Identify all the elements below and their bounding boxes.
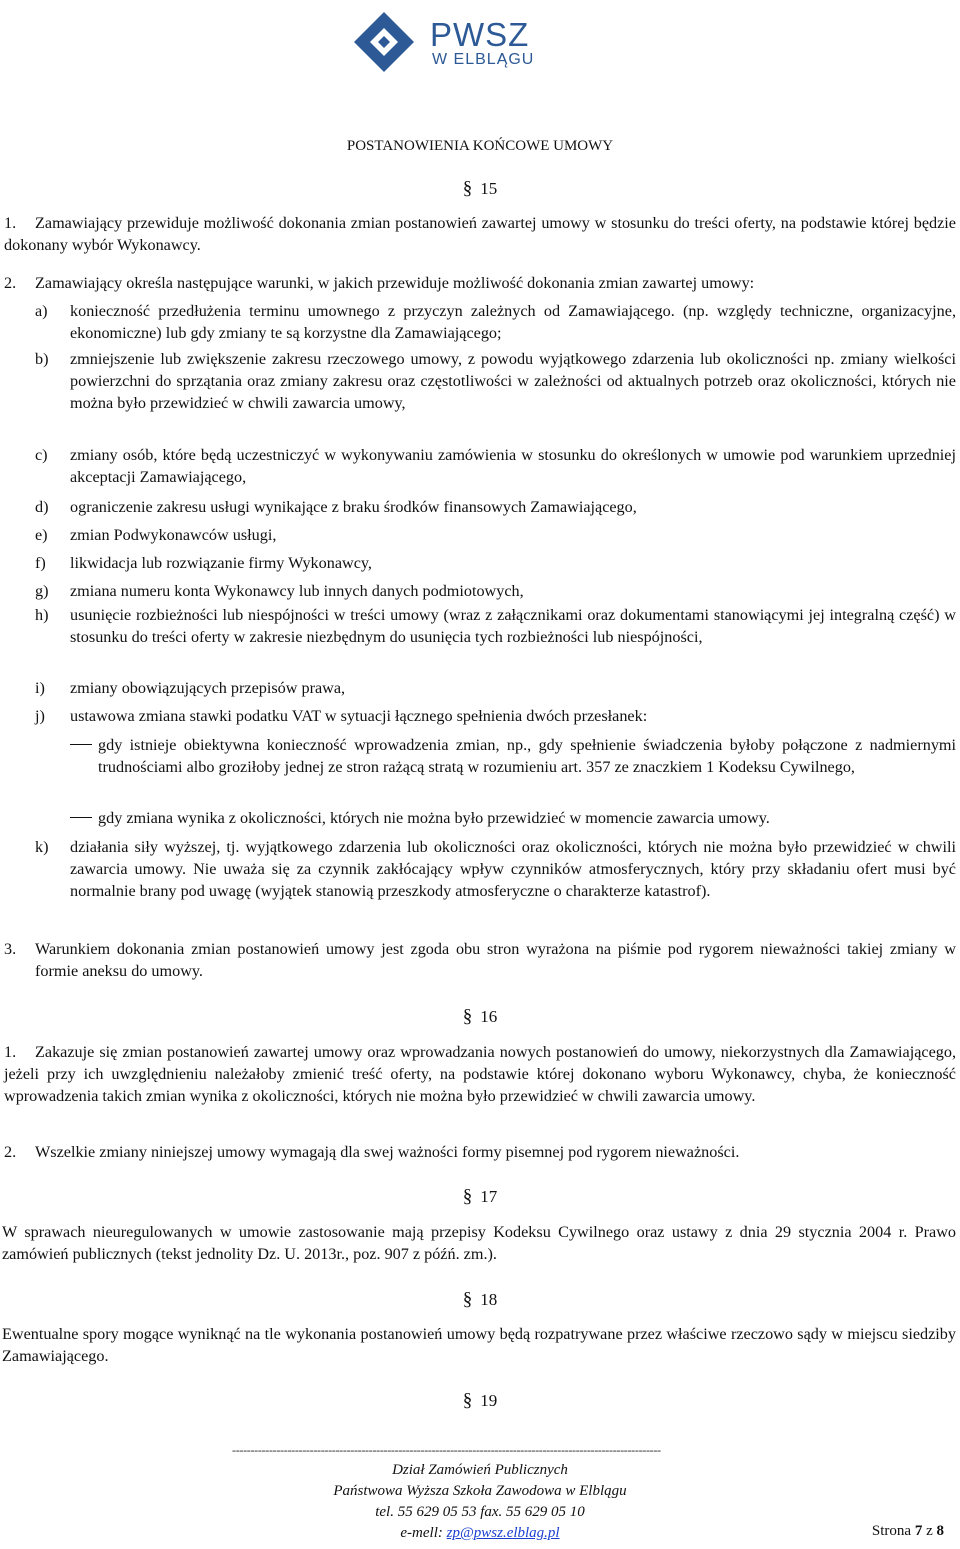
paragraph-number: 2. [4, 1143, 17, 1161]
list-item-text: ustawowa zmiana stawki podatku VAT w sytuacji łącznego spełnienia dwóch przesłanek: [70, 707, 648, 725]
list-item-label: d) [35, 498, 49, 516]
footer-school: Państwowa Wyższa Szkoła Zawodowa w Elblągu [333, 1483, 627, 1499]
list-item-text: zmniejszenie lub zwiększenie zakresu rzeczowego umowy, z powodu wyjątkowego zdarzenia lub okoliczności np. zmiany wielkości powierzchni do sprzątania oraz zmiany zakresu oraz częstotliwości w zależności od aktualnych potrzeb oraz okoliczności, których nie można było przewidzieć w chwili zawarcia umowy, [70, 350, 956, 412]
section-15-heading [0, 178, 960, 200]
list-item-label: i) [35, 679, 45, 697]
footer-rule: -------------------------------------------------------------------------------------------------------------------- [232, 1443, 661, 1457]
paragraph-text: Zamawiający przewiduje możliwość dokonania zmian postanowień zawartej umowy w stosunku do treści oferty, na podstawie której będzie dokonany wybór Wykonawcy. [4, 214, 956, 254]
list-item-label: b) [35, 350, 49, 368]
section-17-heading [0, 1186, 960, 1208]
list-subitem-text: gdy istnieje obiektywna konieczność wprowadzenia zmian, np., gdy spełnienie świadczenia byłoby połączone z nadmiernymi trudnościami albo groziłoby jednej ze stron rażącą stratą w rozumieniu art. 357 ze znaczkiem 1 Kodeksu Cywilnego, [98, 736, 956, 776]
section-number: 18 [480, 1290, 498, 1309]
paragraph-text: Wszelkie zmiany niniejszej umowy wymagają dla swej ważności formy pisemnej pod rygorem nieważności. [35, 1143, 740, 1161]
list-item-text: zmiany osób, które będą uczestniczyć w wykonywaniu zamówienia w stosunku do określonych w umowie pod warunkiem uprzedniej akceptacji Zamawiającego, [70, 446, 956, 486]
logo-main-text: PWSZ [430, 16, 530, 53]
paragraph-text: W sprawach nieuregulowanych w umowie zastosowanie mają przepisy Kodeksu Cywilnego oraz ustawy z dnia 29 stycznia 2004 r. Prawo zamówień publicznych (tekst jednolity Dz. U. 2013r., poz. 907 z późń. zm.). [2, 1223, 956, 1263]
section-18-heading [0, 1289, 960, 1311]
list-item-label: k) [35, 838, 49, 856]
page-of: z [922, 1523, 937, 1539]
footer-email-label: e-mell: [400, 1525, 447, 1541]
list-item-text: ograniczenie zakresu usługi wynikające z braku środków finansowych Zamawiającego, [70, 498, 637, 516]
section-16-heading [0, 1006, 960, 1028]
page-label: Strona [871, 1523, 915, 1539]
list-item-label: e) [35, 526, 48, 544]
footer-email-link[interactable]: zp@pwsz.elblag.pl [446, 1525, 560, 1541]
paragraph-text: Ewentualne spory mogące wyniknąć na tle wykonania postanowień umowy będą rozpatrywane przez właściwe rzeczowo sądy w miejscu siedziby Zamawiającego. [2, 1325, 956, 1365]
list-item-label: a) [35, 302, 48, 320]
paragraph-text: Warunkiem dokonania zmian postanowień umowy jest zgoda obu stron wyrażona na piśmie pod rygorem nieważności takiej zmiany w formie aneksu do umowy. [35, 940, 956, 980]
logo-sub-text: W ELBLĄGU [432, 51, 535, 68]
paragraph-number: 3. [4, 940, 17, 958]
footer-email-line [0, 1523, 960, 1543]
pwsz-logo-icon [344, 2, 428, 82]
pwsz-logo [344, 2, 584, 82]
dash-bullet [70, 744, 92, 745]
list-subitem-text: gdy zmiana wynika z okoliczności, których nie można było przewidzieć w momencie zawarcia umowy. [98, 809, 770, 827]
section-number: 17 [480, 1187, 498, 1206]
page-current: 7 [914, 1523, 923, 1539]
page-total: 8 [936, 1523, 944, 1539]
document-title: POSTANOWIENIA KOŃCOWE UMOWY [346, 138, 614, 154]
list-item-text: działania siły wyższej, tj. wyjątkowego zdarzenia lub okoliczności oraz okoliczności, których nie można było przewidzieć w chwili zawarcia umowy. Nie uważa się za czynnik zakłócający wpływ czynników atmosferycznych, który przy składaniu ofert musi być normalnie brany pod uwagę (wyjątek stanowią przeszkody atmosferyczne o charakterze katastrof). [70, 838, 956, 900]
list-item-label: j) [35, 707, 45, 725]
section-sign: § [462, 1006, 473, 1027]
list-item-text: zmiany obowiązujących przepisów prawa, [70, 679, 346, 697]
list-item-label: h) [35, 606, 49, 624]
section-number: 16 [480, 1007, 498, 1026]
section-sign: § [462, 1289, 473, 1310]
page-number [872, 1520, 944, 1542]
footer-phone: tel. 55 629 05 53 fax. 55 629 05 10 [375, 1504, 585, 1520]
list-item-text: likwidacja lub rozwiązanie firmy Wykonawcy, [70, 554, 372, 572]
list-item-text: konieczność przedłużenia terminu umownego z przyczyn zależnych od Zamawiającego. (np. względy techniczne, organizacyjne, ekonomiczne) lub gdy zmiany te są korzystne dla Zamawiającego; [70, 302, 956, 342]
paragraph-number: 2. [4, 274, 17, 292]
section-sign: § [462, 1390, 473, 1411]
list-item-text: usunięcie rozbieżności lub niespójności w treści umowy (wraz z załącznikami oraz dokumentami stanowiącymi jej integralną część) w stosunku do treści oferty w zakresie niezbędnym do usunięcia tych rozbieżności lub niespójności, [70, 606, 956, 646]
paragraph-number: 1. [4, 1043, 17, 1061]
dash-bullet [70, 817, 92, 818]
section-sign: § [462, 1186, 473, 1207]
section-19-heading [0, 1390, 960, 1412]
section-number: 19 [480, 1391, 498, 1410]
paragraph-text: Zakazuje się zmian postanowień zawartej umowy oraz wprowadzania nowych postanowień do umowy, niekorzystnych dla Zamawiającego, jeżeli przy ich uwzględnieniu należałoby zmienić treść oferty, na podstawie której dokonano wyboru Wykonawcy, chyba, że konieczność wprowadzenia takich zmian wynika z okoliczności, których nie można było przewidzieć w chwili zawarcia umowy. [4, 1043, 956, 1105]
section-sign: § [462, 178, 473, 199]
paragraph-text: Zamawiający określa następujące warunki, w jakich przewiduje możliwość dokonania zmian zawartej umowy: [35, 274, 755, 292]
footer-department: Dział Zamówień Publicznych [392, 1462, 568, 1478]
list-item-text: zmiana numeru konta Wykonawcy lub innych danych podmiotowych, [70, 582, 524, 600]
list-item-text: zmian Podwykonawców usługi, [70, 526, 277, 544]
section-number: 15 [480, 179, 498, 198]
list-item-label: g) [35, 582, 49, 600]
paragraph-number: 1. [4, 214, 17, 232]
list-item-label: c) [35, 446, 48, 464]
list-item-label: f) [35, 554, 46, 572]
